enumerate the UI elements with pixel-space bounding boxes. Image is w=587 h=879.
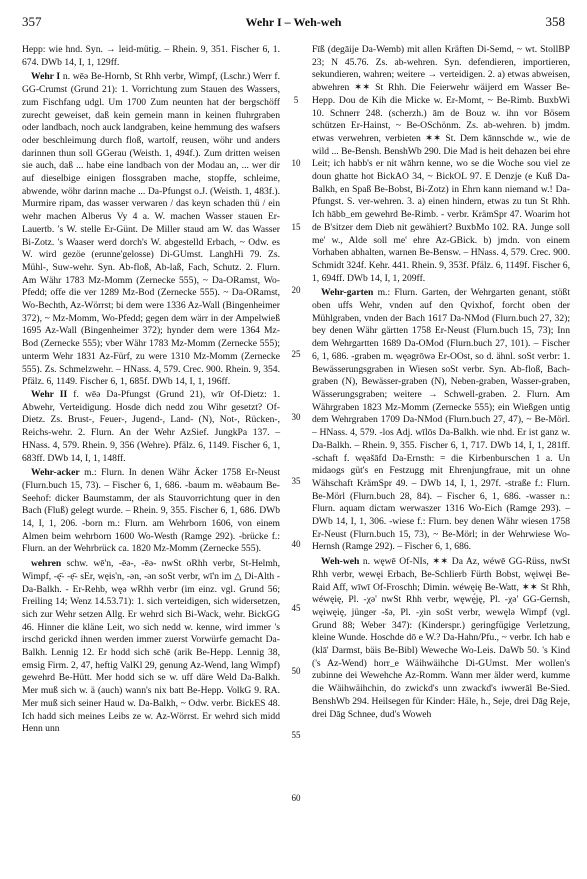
entry-continuation: Fīß (degāije Da-Wemb) mit allen Kräften Di-Semd, ~ wt. StollBP 23; N 45.76. Zs. ab-wehren. Syn. defendieren, importieren, sekundieren, wahren; weitere → verteidigen. 2. a) etwas abweisen, abwehren ✶✶ St Rhh. Die Feierwehr wäijerd em Wasser Be-Hepp. Dou de Kih die Micke w. Er-Momt, ~ Be-Rimb. BuxbWi 10. Schnerr 248. (scherzh.) ām de Bouz w. ihn vor Bösem schützen Er-Hainst, ~ Be-OSchönm. Zs. ab-wehren. b) jmdm. etwas verwehren, verbieten ✶✶ St. Dem kānnschde w., wie de wild ... Be-Bensh. BenshWb 290. Die Mad is heit dehazen bei ehre Leit; ich habb's er nit wāhrn kenne, wo se die Woche sou viel ze doun ghatte hot BickAO 34, ~ BickOL 97. E Denzje (e Kuß Da-Balkh, en Spaß Be-Bobst, Bi-Zotz) in Ehrn kann niemand w.! Da-Pfungst. S. ver-wehren. 3. a) einen hindern, etwas zu tun St Rhh. Ich hābb_em gewehrd Be-Rimb. - verbr. KrämSpr 47. Woarim hot de B'sitzer dem Dieb nit gewähiert? BuxbMo 102. RA. Junge soll me' w., Alde soll me' ehre Az-GBick. b) jmdn. von einem Vorhaben abhalten, warnen Be-Bensw. – HNass. 4, 579. Crec. 900. Schmidt 324f. Kehr. 441. Rhein. 9, 353f. Pfälz. 6, 1149f. Fischer 6, 1, 694ff. DWb 14, I, 1, 209ff.: [312, 44, 570, 284]
page-title: Wehr I – Weh-weh: [245, 15, 342, 29]
line-number: 20: [291, 285, 301, 295]
entry-wehr-1: Wehr I n. wēǝ Be-Hornb, St Rhh verbr, Wimpf, (Lschr.) Werr f. GG-Crumst (Grund 21): 1. Vorrichtung zum Stauen des Wassers, zum Fischfang udgl. Um 1700 Zum neunten hat der bergschöff zurecht geweiset, daß kein gemein mann in keinen fluhrgraben oder landbach, noch auck landgraben, keine hemmung des wafsers oder beschleimung durch floß, wartolf, reusen, wöhr und anders darinnen thun soll GGerau (Weisth. 1, 494f.). Zum dritten weisen sie auch, daß ... habe eine landbach von der Modau an, ... wer dir auf dieselbige einigen flossgraben mache, stopffe, schleime, abwende, wöhr darinn mache ... Da-Pfungst o.J. (Weisth. 1, 483f.). Murmire ripam, das wasser verwaren / das keyn schaden thü / ein wehr machen Alberus Vy 4 a. W. machen Wasser stauen Er-Lauertb. 's W. stelle Er-Günt. De Miller staud am W. das Wasser Bi-Zotz. 's Waaser werd dorch's W. abgestelld Erbach, ~ Odw. es W. wird gezöe (erunne'gelosse) Di-GUmst. LanghHi 79. Zs. Mühl-, Suw-wehr. Syn. Ab-floß, Ab-laß, Fach, Schutz. 2. Flurn. Am Währ 1783 Mz-Momm (Zernecke 555), ~ Da-ORamst, Wo-Pfedd; offe die ver 1289 Mz-Bod (Zernecke 555). ~ Da-ORamst, Wo-Bechth, Az-Wörrst; bi dem were 1336 Az-Wall (Bingenheimer 372), ~ Mz-Momm, Wo-Pfedd; gegen dem wärr in der Ampelwieß 1695 Az-Wall (Bingenheimer 372); hynder dem were 1364 Mz-Bod (Zernecke 555); vber Währ 1783 Mz-Momm (Zernecke 555); unterm Wehr 1831 Az-Fürf, zu were 1310 Mz-Momm (Zernecke 555). Zs. Schmelzwehr. – HNass. 4, 579. Crec. 900. Rhein. 9, 354. Pfälz. 6, 1149. Fischer 6, 1, 685f. DWb 14, I, 1, 196ff.: [22, 71, 281, 388]
line-number: 50: [291, 666, 301, 676]
entry-wehr-acker: Wehr-acker m.: Flurn. In denen Währ Äcker 1758 Er-Neust (Flurn.buch 15, 73). – Fischer 6, 1, 686. -baum m. wēǝbaum Be-Seehof: dicker Baumstamm, der als Stauvorrichtung quer in den Bach (Fluß) gelegt wurde. – Rhein. 9, 355. Fischer 6, 1, 686. DWb 14, I, 1, 206. -born m.: Flurn. am Wehrborn 1606, von einem Almen beim wehrborn 1600 Wo-Westh (Ramge 292). -brücke f.: Flurn. an der Wehrbrück ca. 1820 Mz-Momm (Zernecke 555).: [22, 467, 280, 555]
line-number: 10: [291, 158, 301, 168]
line-number: 30: [291, 412, 301, 422]
line-number: 15: [291, 222, 301, 232]
line-number: 5: [293, 95, 299, 105]
page-number-right: 358: [545, 14, 565, 29]
line-number: 35: [291, 476, 301, 486]
right-column: [312, 44, 570, 721]
line-number: 45: [291, 603, 301, 613]
left-column: [22, 44, 280, 736]
page-number-left: 357: [22, 14, 42, 29]
entry-weh-weh: Weh-weh n. węwē Of-NIs, ✶✶ Da Az, wéwē GG-Rüss, nwSt Rhh verbr, wewęi Erbach, Be-Schlierb Fürth Bobst, węiwęi Be-Raid Aff, wīwī Of-Froschh; Dimin. wéwęię Be-Watt, ✶✶ St Rhh, wéwęię, Pl. -χǝ' nwSt Rhh verbr, węwę́ję, Pl. -χǝ' GG-Gernsh, węiwęię, jünger -šǝ, Pl. -χin soSt verbr, wewęlǝ Wimpf (vgl. Grund 88; Weber 347): (Kinderspr.) geringfügige Verletzung, kleine Wunde. Hoschde dō e W.? Da-Hahn/Pfu., ~ verbr. Ich hab e (klā' Darmst, bäis Be-Bibl) Weweche Wo-Leis. DaWb 50. 's Kind ('s Az-Wend) horr_e Wäihwäihche Di-GUmst. Mer wollen's zubinne dei Wewehche Az-Romm. Wann mer älder werd, kumme die Wäihwäihchin, do zwickd's unn zwackd's iwwerāl Be-Sied. BenshWb 294. Heilsegen für Kinder: Häle, h., Seje, drei Dāg Reje, drei Dāg Schnee, dud's Woweh: [312, 556, 570, 720]
line-number: 60: [291, 793, 301, 803]
line-number: 40: [291, 539, 301, 549]
entry-continuation: Hepp: wie hnd. Syn. → leid-mütig. – Rhein. 9, 351. Fischer 6, 1. 674. DWb 14, I, 1, 129ff.: [22, 44, 280, 68]
line-number: 55: [291, 730, 301, 740]
entry-wehr-2: Wehr II f. wēǝ Da-Pfungst (Grund 21), wīr Of-Dietz: 1. Abwehr, Verteidigung. Hosde dich nedd zou Wihr gesetzt? Of-Dietz. Zs. Brust-, Feuer-, Jugend-, Land- (N), Not-, Rücken-, Reichs-wehr. 2. Flurn. An der Wehr AzSief. JungkPa 137. – HNass. 4, 579. Rhein. 9, 356 (Wehre). Pfälz. 6, 1149. Fischer 6, 1, 683ff. DWb 14, I, 1, 148ff.: [22, 388, 280, 464]
entry-wehren: wehren schw. wē'n, -ēǝ-, -ēǝ- nwSt oRhh verbr, St-Helmh, Wimpf, -ę̄- -ẹ̄- sEr, węis'n, -ǝn, -ǝn soSt verbr, wī'n im △ Di-Alth - Da-Balkh. - Er-Rehb, węǝ wRhh verbr (im einz. vgl. Grund 56; Freiling 14; Wenz 14.53.71): 1. sich verteidigen, sich widersetzen, sich zur Wehr setzen Allg. Er wehrd sich Bi-Wack, wehr. BickGG 46. Hinner die kläne Leit, wo sich nedd w. kenne, wird immer 's irschd gerickd ihnen werden immer zuerst Vorwürfe gemacht Da-Balkh. Lennig 12. Er hodd sich schē (arik Be-Hepp. Lennig 38, emsig Firm. 2, 47, heftig ValKl 29, genung Az-Wend, lang Wimpf) gewehrd Be-Hütt. Mer hodd sich se w. uff däre Weld Da-Balkh. Mer muß sich w. ä (auch) wann's nix batt Be-Hepp. VolkG 9. RA. Mer muß sich seiner Haud w. Da-Balkh, ~ Odw. verbr. BickES 48. Ich hadd sich meines Leibs ze w. Az-Wörrst. Er wehrd sich midd Henn unn: [22, 558, 280, 735]
entry-wehr-garten: Wehr-garten m.: Flurn. Garten, der Wehrgarten genant, stößt oben uffs Wehr, vnden auf den Qvixhof, forcht oben der Mühlgraben, vnden der Bach 1617 Da-NMod (Flurn.buch 27, 32); bey denen Währ gärtten 1758 Er-Neust (Flurn.buch 15, 73); Inn dem Wehrgartten 1689 Da-OMod (Flurn.buch 27, 101). – Fischer 6, 1, 686. -graben m. węǝgrōwǝ Er-OOst, so d. ähnl. soSt verbr: 1. Bewässerungsgraben in Wiesen soSt verbr. Syn. Ab-floß, Bach-graben (N), Bewässer-graben (N), Neben-graben, Wasser-graben, Wässerungsgraben; weitere → Schwell-graben. 2. Flurn. Am Währgraben 1823 Mz-Momm (Zernecke 555); ein Wießgen untig dem Wehrgraben 1709 Da-NMod (Flurn.buch 27, 47), ~ Be-Mörl. – HNass. 4, 579. -los Adj. wīlōs Da-Balkh. wie nhd. Er ist ganz w. Da-Balkh. – Rhein. 9, 355. Fischer 6, 1, 717. DWb 14, I, 1, 281ff. -schaft f. węǝšāfd Da-Ernsth: = die Kirbenburschen 1 a. Un midaogs güt's en Festzugg mit Ehrenjungfraue, mit un ohne Wähschaft KrämSpr 49. – DWb 14, I, 1, 297f. -straße f.: Flurn. Be-Mörl (Flurn.buch 28, 84). – Fischer 6, 1, 686. -wasser n.: Flurn. aquam dictam werwaszer 1316 Wo-Eich (Ramge 293). – DWb 14, I, 1, 306. -wiese f.: Flurn. bey denen Währ wiesen 1758 Er-Neust (Flurn.buch 15, 73), ~ Be-Mörl; in der Wehrwiese Wo-Hernsh (Ramge 292). – Fischer 6, 1, 686.: [312, 287, 570, 553]
line-number: 25: [291, 349, 301, 359]
page-header: [22, 14, 565, 32]
